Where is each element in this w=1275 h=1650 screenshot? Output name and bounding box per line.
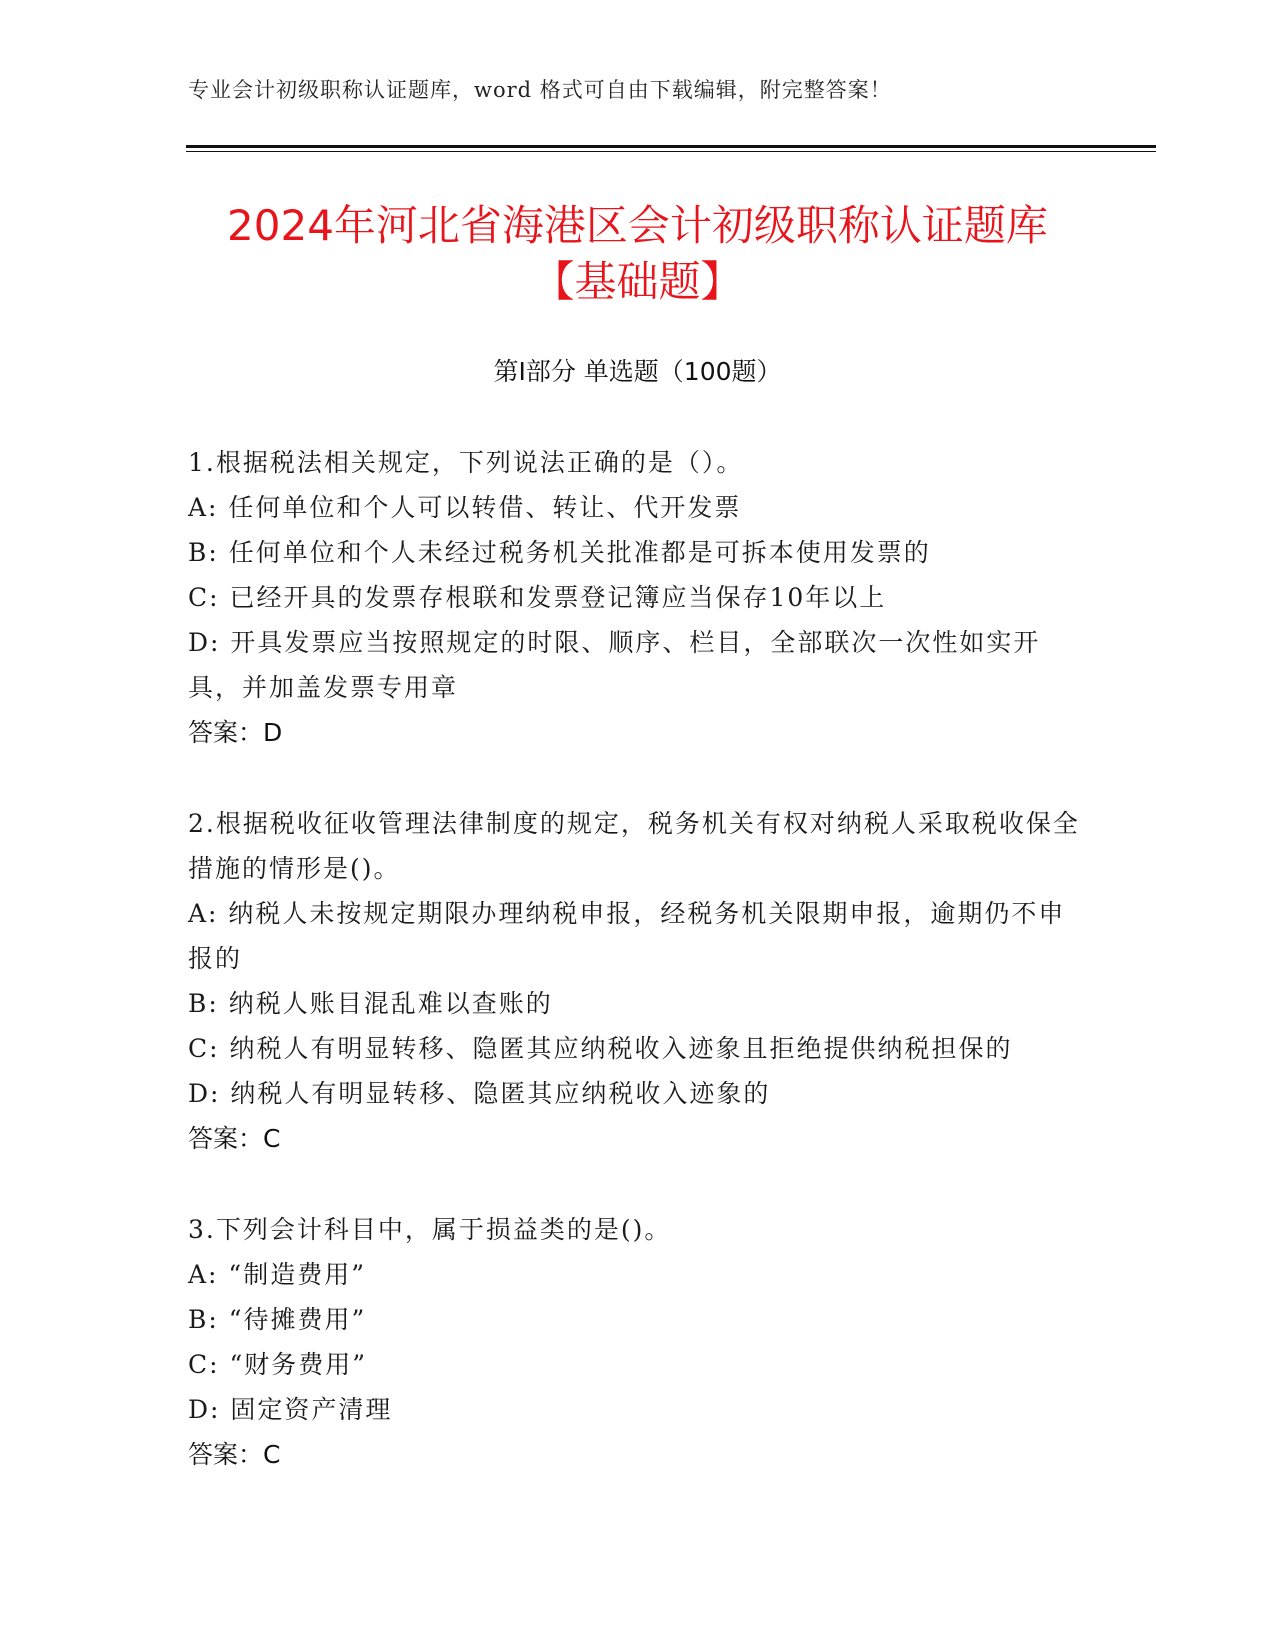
option-c: C: 纳税人有明显转移、隐匿其应纳税收入迹象且拒绝提供纳税担保的 [188,1034,1013,1063]
option-c: C: “财务费用” [188,1350,368,1379]
question-2 [188,801,1088,1161]
answer: 答案：C [188,1124,281,1153]
question-stem: 2.根据税收征收管理法律制度的规定，税务机关有权对纳税人采取税收保全措施的情形是()。 [188,809,1080,883]
document-title [140,198,1135,310]
question-list [188,440,1088,1523]
header-note: 专业会计初级职称认证题库，word 格式可自由下载编辑，附完整答案！ [188,78,892,102]
option-b: B: 纳税人账目混乱难以查账的 [188,989,553,1018]
option-d: D: 固定资产清理 [188,1395,393,1424]
option-b: B: 任何单位和个人未经过税务机关批准都是可拆本使用发票的 [188,538,931,567]
title-line-1: 2024年河北省海港区会计初级职称认证题库 [227,201,1048,250]
answer: 答案：D [188,718,283,747]
option-d: D: 纳税人有明显转移、隐匿其应纳税收入迹象的 [188,1079,771,1108]
option-b: B: “待摊费用” [188,1305,367,1334]
option-a: A: 任何单位和个人可以转借、转让、代开发票 [188,493,742,522]
option-c: C: 已经开具的发票存根联和发票登记簿应当保存10年以上 [188,583,887,612]
question-stem: 3.下列会计科目中，属于损益类的是()。 [188,1215,672,1244]
option-d: D: 开具发票应当按照规定的时限、顺序、栏目，全部联次一次性如实开具，并加盖发票专用章 [188,628,1041,702]
answer: 答案：C [188,1440,281,1469]
title-line-2: 【基础题】 [532,257,743,306]
question-3 [188,1207,1088,1477]
header-divider-thick [186,145,1156,148]
option-a: A: “制造费用” [188,1260,366,1289]
header-divider-thin [186,151,1156,152]
question-1 [188,440,1088,755]
option-a: A: 纳税人未按规定期限办理纳税申报，经税务机关限期申报，逾期仍不申报的 [188,899,1066,973]
question-stem: 1.根据税法相关规定，下列说法正确的是（）。 [188,448,744,477]
section-heading: 第Ⅰ部分 单选题（100题） [493,357,782,386]
